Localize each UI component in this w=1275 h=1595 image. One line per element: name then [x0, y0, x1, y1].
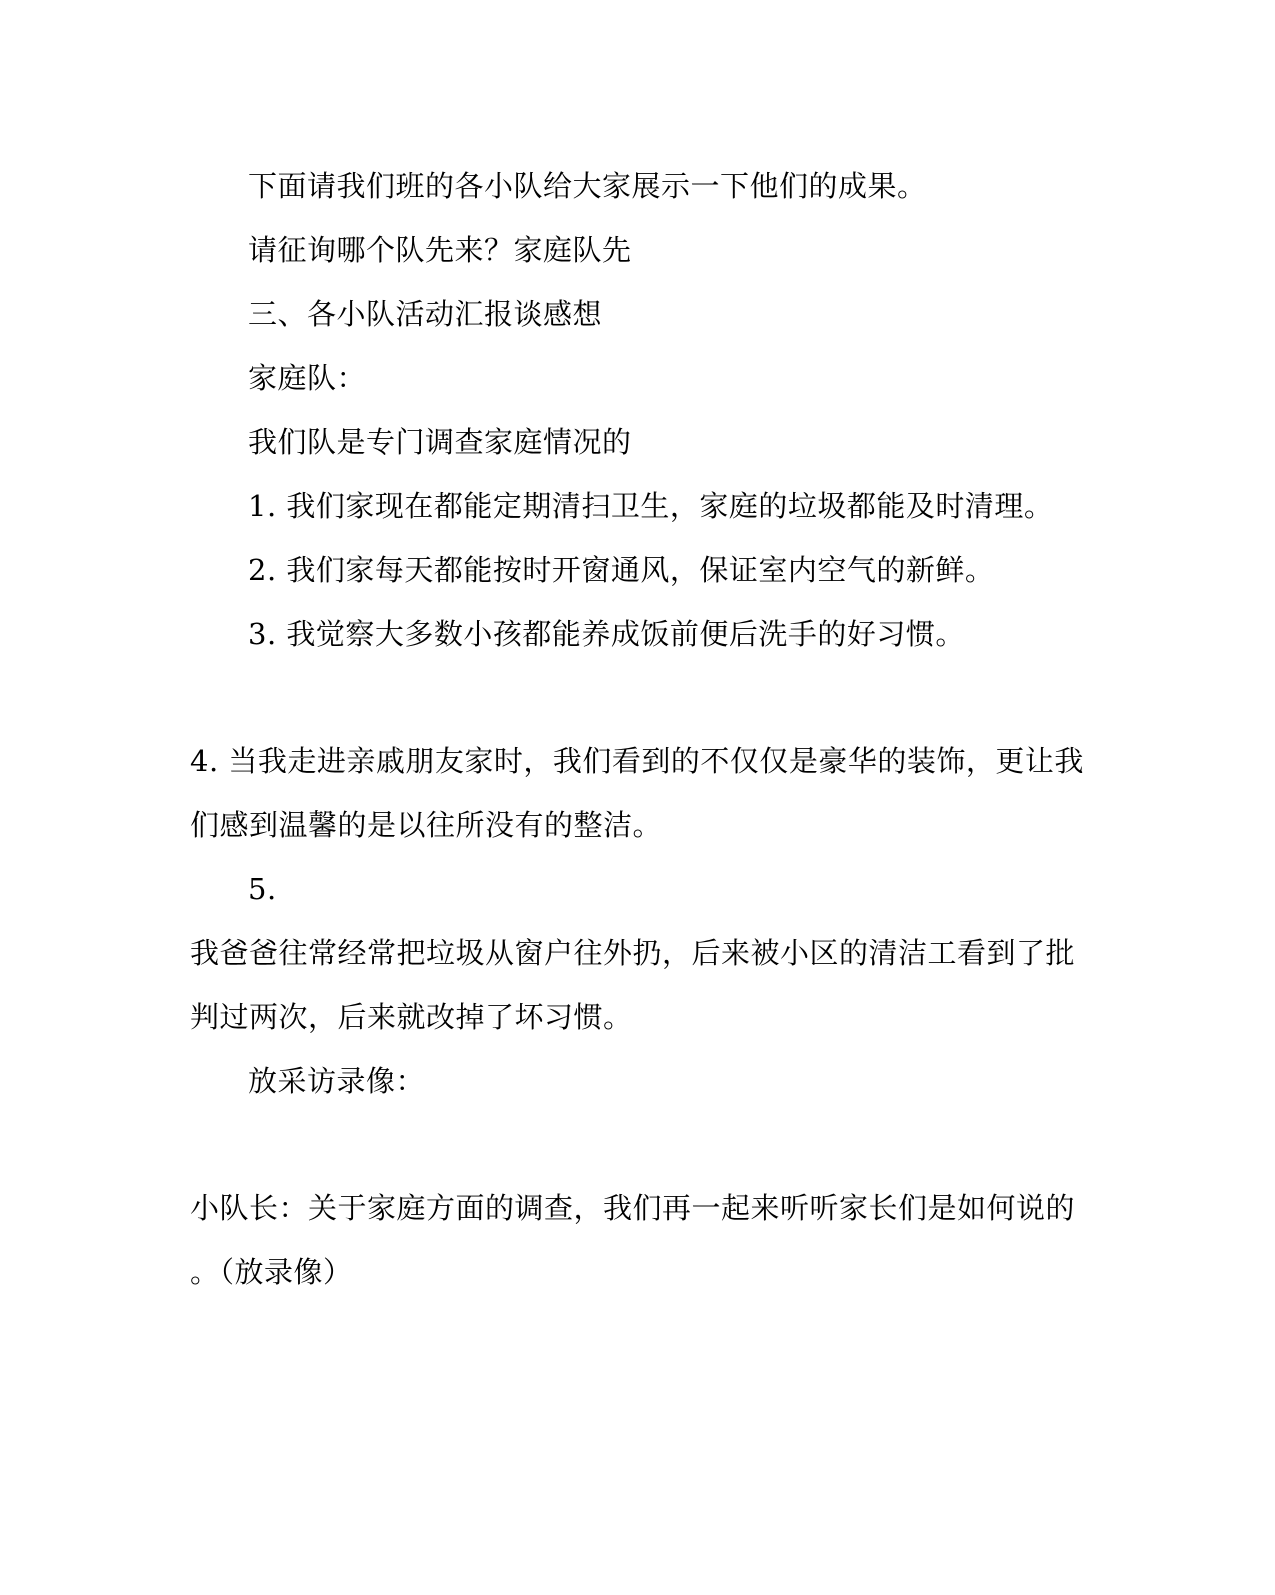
list-item-5-line-2: 判过两次，后来就改掉了坏习惯。: [190, 1000, 633, 1034]
section-heading: 三、各小队活动汇报谈感想: [248, 297, 603, 331]
team-description: 我们队是专门调查家庭情况的: [248, 425, 632, 459]
list-item-5-number: 5.: [248, 872, 277, 906]
list-item-2: 2. 我们家每天都能按时开窗通风，保证室内空气的新鲜。: [248, 553, 995, 587]
list-item-4-line-2: 们感到温馨的是以往所没有的整洁。: [190, 808, 663, 842]
list-item-1: 1. 我们家现在都能定期清扫卫生，家庭的垃圾都能及时清理。: [248, 489, 1054, 523]
list-item-5-line-1: 我爸爸往常经常把垃圾从窗户往外扔，后来被小区的清洁工看到了批: [190, 936, 1076, 970]
list-item-4-line-1: 4. 当我走进亲戚朋友家时，我们看到的不仅仅是豪华的装饰，更让我: [190, 744, 1084, 778]
video-label: 放采访录像：: [248, 1064, 426, 1098]
paragraph-intro: 下面请我们班的各小队给大家展示一下他们的成果。: [248, 169, 927, 203]
list-item-3: 3. 我觉察大多数小孩都能养成饭前便后洗手的好习惯。: [248, 617, 965, 651]
paragraph-question: 请征询哪个队先来？家庭队先: [248, 233, 632, 267]
leader-speech-line-1: 小队长：关于家庭方面的调查，我们再一起来听听家长们是如何说的: [190, 1191, 1076, 1225]
team-label: 家庭队：: [248, 361, 367, 395]
leader-speech-line-2: 。（放录像）: [190, 1255, 353, 1289]
